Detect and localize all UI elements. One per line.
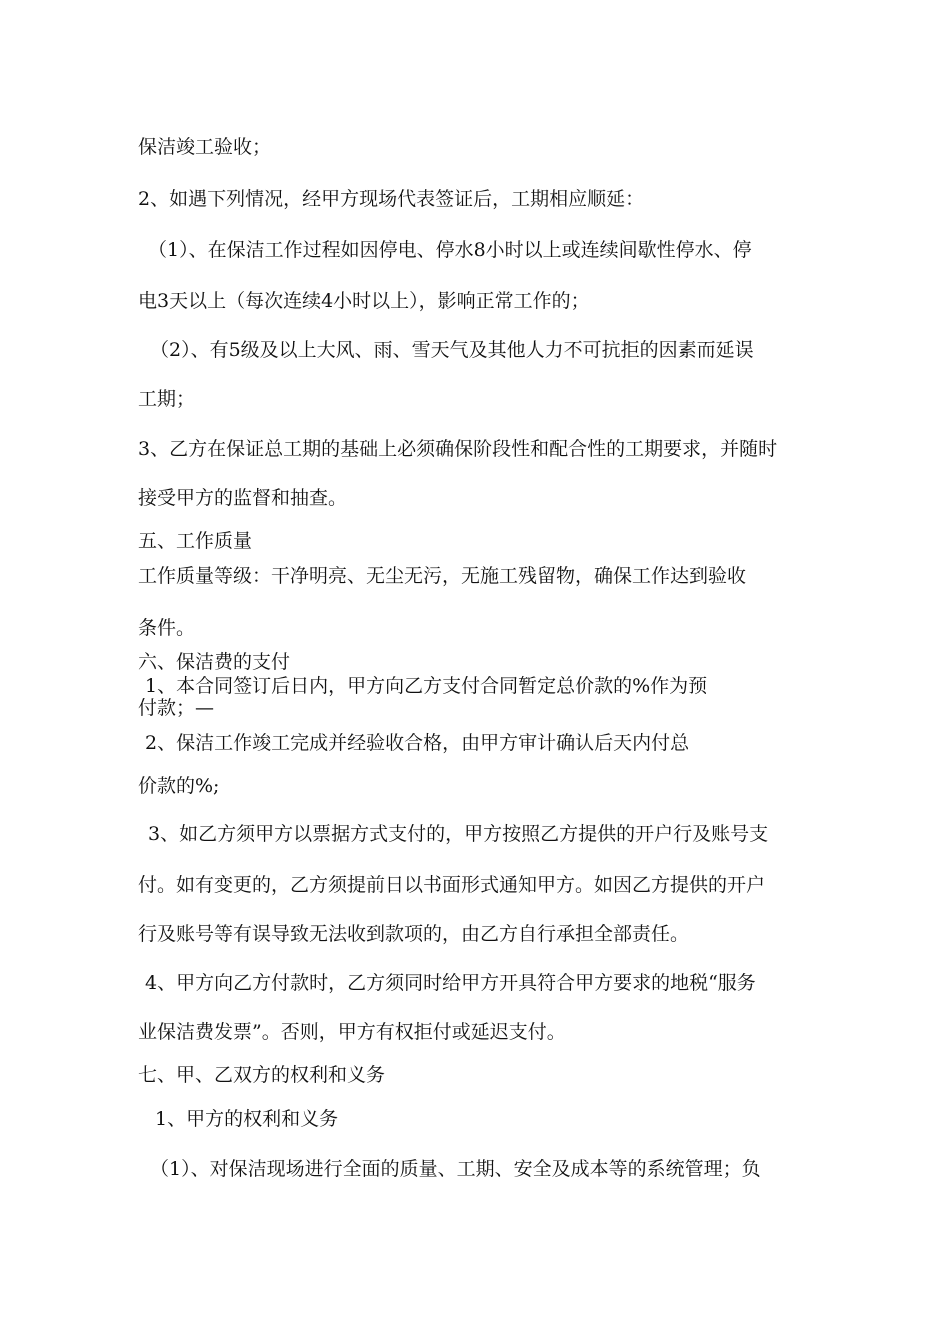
text-line: 工期； (138, 388, 196, 410)
text-line: （1）、在保洁工作过程如因停电、停水8小时以上或连续间歇性停水、停 (148, 239, 752, 261)
section-heading: 五、工作质量 (138, 530, 253, 552)
text-line: 价款的%; (138, 775, 220, 797)
text-line: （2）、有5级及以上大风、雨、雪天气及其他人力不可抗拒的因素而延误 (150, 339, 754, 361)
text-line: 接受甲方的监督和抽查。 (138, 487, 348, 509)
text-line: 1、本合同签订后日内，甲方向乙方支付合同暂定总价款的%作为预 (145, 675, 708, 697)
text-line: 业保洁费发票”。否则，甲方有权拒付或延迟支付。 (138, 1021, 566, 1043)
text-line: 2、保洁工作竣工完成并经验收合格，由甲方审计确认后天内付总 (145, 732, 690, 754)
text-line: 付款；— (138, 697, 215, 719)
text-line: 工作质量等级：干净明亮、无尘无污，无施工残留物，确保工作达到验收 (138, 565, 747, 587)
text-line: 2、如遇下列情况，经甲方现场代表签证后，工期相应顺延： (138, 188, 645, 210)
text-line: 电3天以上（每次连续4小时以上），影响正常工作的； (138, 290, 590, 312)
section-heading: 七、甲、乙双方的权利和义务 (138, 1064, 386, 1086)
text-line: 条件。 (138, 617, 196, 639)
text-line: 付。如有变更的，乙方须提前日以书面形式通知甲方。如因乙方提供的开户 (138, 874, 766, 896)
text-line: 4、甲方向乙方付款时，乙方须同时给甲方开具符合甲方要求的地税“服务 (145, 972, 756, 994)
section-heading: 六、保洁费的支付 (138, 651, 291, 673)
text-line: 3、如乙方须甲方以票据方式支付的，甲方按照乙方提供的开户行及账号支 (148, 823, 769, 845)
text-line: 3、乙方在保证总工期的基础上必须确保阶段性和配合性的工期要求，并随时 (138, 438, 778, 460)
text-line: （1）、对保洁现场进行全面的质量、工期、安全及成本等的系统管理；负 (150, 1158, 761, 1180)
text-line: 行及账号等有误导致无法收到款项的，由乙方自行承担全部责任。 (138, 923, 690, 945)
text-line: 保洁竣工验收； (138, 136, 272, 158)
text-line: 1、甲方的权利和义务 (155, 1108, 339, 1130)
